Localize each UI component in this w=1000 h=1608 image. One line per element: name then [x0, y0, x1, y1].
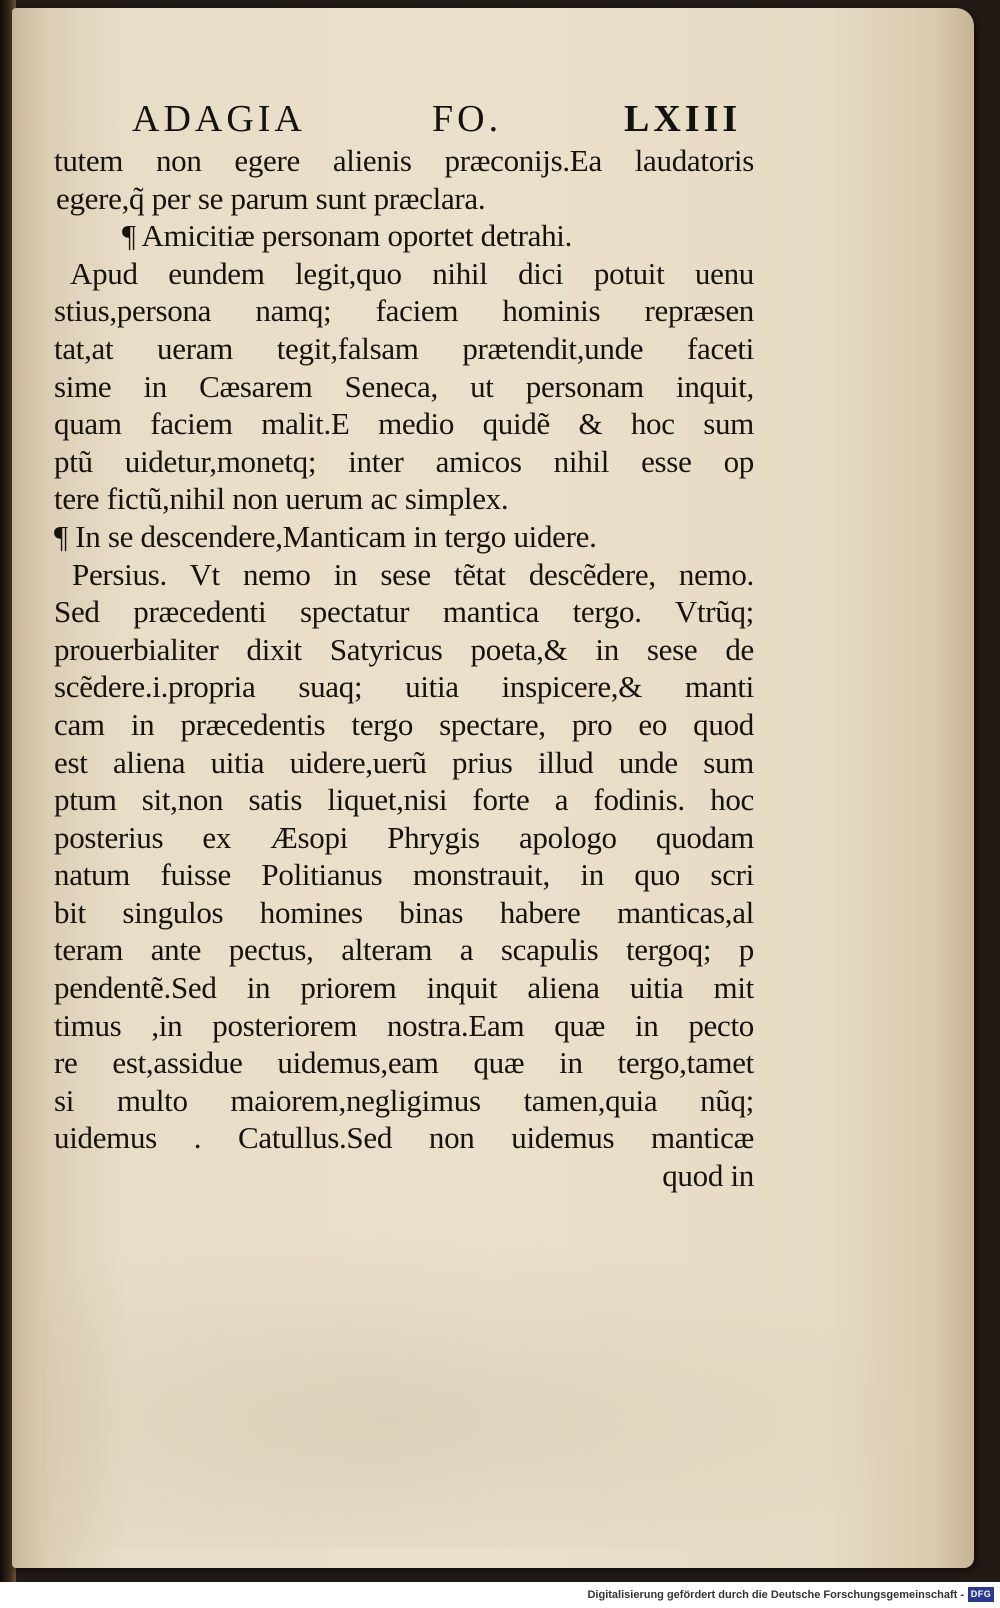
text-line: egere,q̃ per se parum sunt præclara.: [56, 180, 486, 216]
funding-credit: Digitalisierung gefördert durch die Deutsche Forschungsgemeinschaft -: [587, 1589, 964, 1601]
text-line: quam faciem malit.E medio quidẽ & hoc sum: [54, 406, 754, 442]
folio-number: LXIII: [624, 98, 742, 140]
body-text: [54, 142, 754, 1195]
text-line: pendentẽ.Sed in priorem inquit aliena uitia mit: [54, 970, 754, 1006]
text-line: natum fuisse Politianus monstrauit, in quo scri: [54, 857, 754, 893]
text-line: stius,persona namq; faciem hominis repræsen: [54, 293, 754, 329]
running-head-folio-label: FO.: [432, 98, 503, 140]
running-head-title: ADAGIA: [132, 98, 306, 140]
text-line: cam in præcedentis tergo spectare, pro eo quod: [54, 706, 754, 742]
text-line: tere fictũ,nihil non uerum ac simplex.: [54, 481, 509, 517]
section-heading: ¶ Amicitiæ personam oportet detrahi.: [122, 218, 573, 254]
text-line: re est,assidue uidemus,eam quæ in tergo,tamet: [54, 1045, 754, 1081]
page-stain: [42, 1228, 922, 1548]
text-line: bit singulos homines binas habere manticas,al: [54, 894, 754, 930]
text-line: timus ,in posteriorem nostra.Eam quæ in pecto: [54, 1007, 754, 1043]
text-line: ptum sit,non satis liquet,nisi forte a fodinis. hoc: [54, 782, 754, 818]
text-line: Persius. Vt nemo in sese tẽtat descẽdere, nemo.: [72, 556, 754, 592]
text-line: si multo maiorem,negligimus tamen,quia nũq;: [54, 1082, 754, 1118]
digitization-footer: [0, 1582, 1000, 1608]
text-line: sime in Cæsarem Seneca, ut personam inquit,: [54, 368, 754, 404]
text-line: prouerbialiter dixit Satyricus poeta,& in sese de: [54, 631, 754, 667]
text-line: posterius ex Æsopi Phrygis apologo quodam: [54, 819, 754, 855]
text-line: ptũ uidetur,monetq; inter amicos nihil esse op: [54, 443, 754, 479]
section-heading: ¶ In se descendere,Manticam in tergo uidere.: [54, 518, 597, 554]
running-head: [132, 94, 772, 144]
text-line: Apud eundem legit,quo nihil dici potuit uenu: [70, 255, 754, 291]
catchword: quod in: [662, 1158, 754, 1194]
dfg-logo: DFG: [968, 1587, 994, 1602]
text-line: Sed præcedenti spectatur mantica tergo. Vtrũq;: [54, 594, 754, 630]
text-line: tat,at ueram tegit,falsam prætendit,unde faceti: [54, 330, 754, 366]
text-line: scẽdere.i.propria suaq; uitia inspicere,& manti: [54, 669, 754, 705]
text-line: est aliena uitia uidere,uerũ prius illud unde sum: [54, 744, 754, 780]
text-line: teram ante pectus, alteram a scapulis tergoq; p: [54, 932, 754, 968]
text-line: tutem non egere alienis præconijs.Ea laudatoris: [54, 143, 754, 178]
text-line: uidemus . Catullus.Sed non uidemus manticæ: [54, 1120, 754, 1156]
